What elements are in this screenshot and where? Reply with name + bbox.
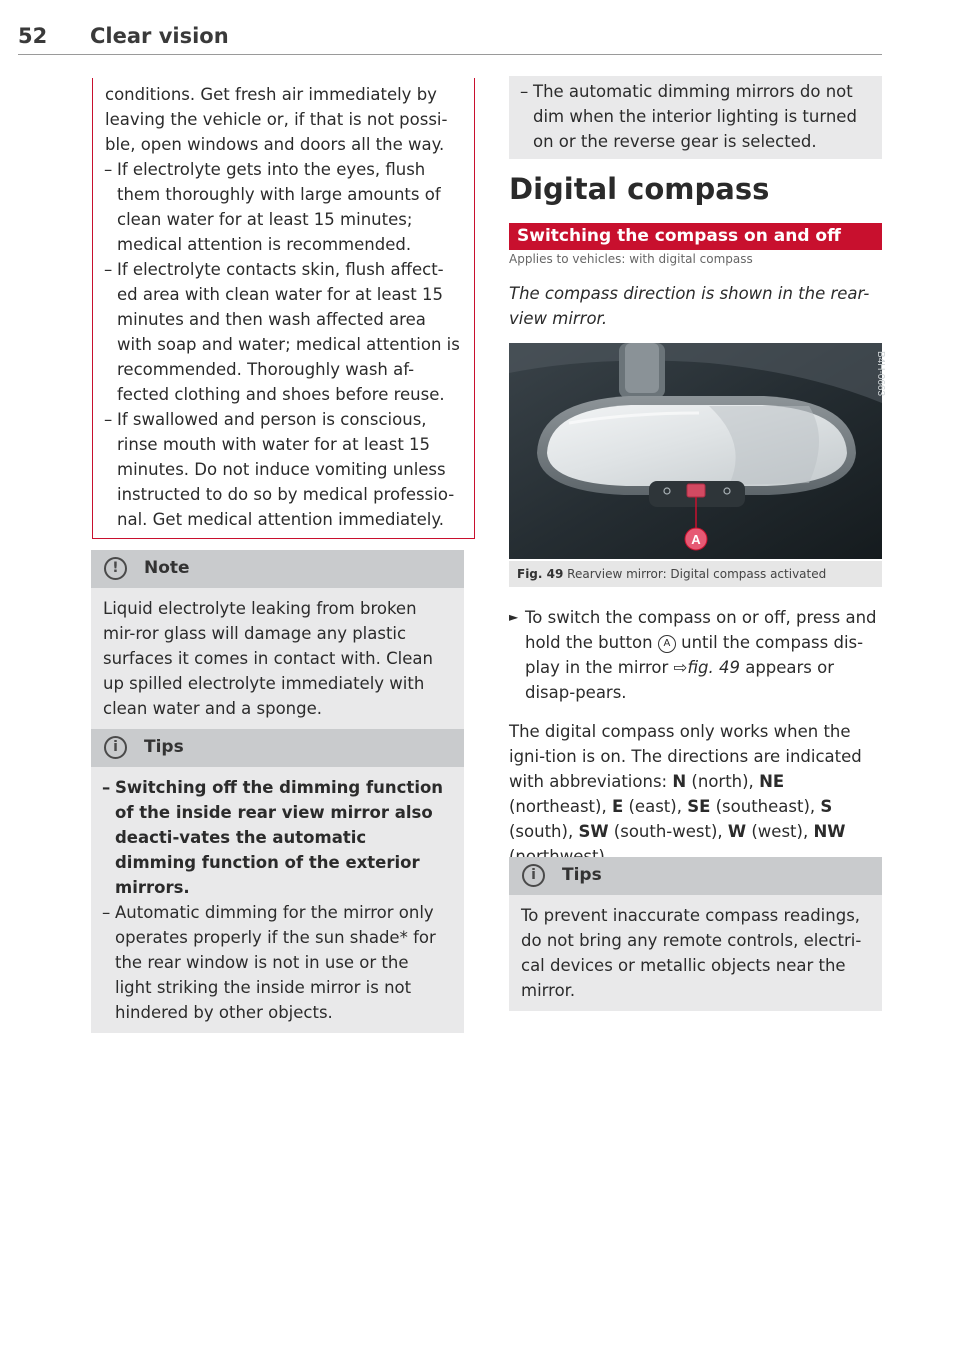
direction-abbr: NE [759, 772, 785, 791]
direction-name: (south-west), [613, 822, 723, 841]
figure-marker-a: A [691, 532, 701, 547]
figure-caption [509, 561, 882, 587]
tips-header [91, 729, 464, 767]
instruction-step [509, 605, 882, 705]
direction-name: (north), [691, 772, 754, 791]
step-part3: appears or disap-pears. [525, 658, 835, 702]
direction-abbr: NW [813, 822, 846, 841]
figure-code: B4H-0663 [875, 351, 886, 397]
tips-header [509, 857, 882, 895]
tips-text: To prevent inaccurate compass readings, do not bring any remote controls, electri-cal devices or metallic objects near the mirror. [521, 906, 862, 1000]
subsection-heading: Switching the compass on and off [509, 223, 882, 250]
exclamation-icon: ! [104, 557, 127, 580]
direction-abbr: SW [578, 822, 609, 841]
warning-text: conditions. Get fresh air immediately by leaving the vehicle or, if that is not possi-ble, open windows and doors all the way. [105, 85, 448, 154]
direction-name: (south), [509, 822, 574, 841]
warning-box [92, 78, 475, 539]
section-heading: Digital compass [509, 172, 770, 206]
direction-name: (east), [628, 797, 682, 816]
info-icon: i [104, 736, 127, 759]
page-number: 52 [18, 24, 48, 48]
direction-name: (northeast), [509, 797, 607, 816]
step-arrow-icon: ► [509, 610, 519, 624]
step-part2: until the compass dis-play in the mirror [525, 633, 864, 677]
direction-abbr: N [672, 772, 687, 791]
tips-title: Tips [144, 737, 184, 757]
figure-caption-text: Rearview mirror: Digital compass activated [567, 567, 827, 581]
continued-tips-box [509, 76, 882, 159]
warning-list-item: – If electrolyte contacts skin, flush affect-ed area with clean water for at least 15 minutes and then wash affected area with soap and water; medical attention is recommended. Thoroughly wash af-fected clothing and shoes before reuse. [105, 257, 462, 407]
direction-name: (west), [751, 822, 809, 841]
figure-label: Fig. 49 [517, 567, 564, 581]
note-text: Liquid electrolyte leaking from broken mir-ror glass will damage any plastic surfaces it comes in contact with. Clean up spilled electrolyte immediately with clean water and a sponge. [103, 599, 433, 718]
direction-name: (southeast), [715, 797, 816, 816]
step-part1: To switch the compass on or off, press and hold the button [525, 608, 877, 652]
tips-box [91, 729, 464, 1033]
tips-body [91, 767, 464, 1033]
direction-abbr: S [820, 797, 833, 816]
page-header [18, 22, 882, 55]
button-marker-a: A [658, 635, 676, 653]
direction-abbr: E [611, 797, 624, 816]
info-icon: i [522, 864, 545, 887]
tips-list-item: – Automatic dimming for the mirror only operates properly if the sun shade* for the rear window is not in use or the light striking the inside mirror is not hindered by other objects. [103, 900, 450, 1025]
intro-text: The compass direction is shown in the rear-view mirror. [509, 284, 870, 328]
section-title: Clear vision [90, 24, 229, 48]
warning-list-item: – If swallowed and person is conscious, rinse mouth with water for at least 15 minutes. Do not induce vomiting unless instructed to do so by medical professio-nal. Get medical attention immediately. [105, 407, 462, 532]
tips-body [509, 895, 882, 1011]
compass-tips-box [509, 857, 882, 1011]
note-title: Note [144, 558, 190, 578]
note-header [91, 550, 464, 588]
directions-text [509, 719, 882, 869]
tips-list-item: – The automatic dimming mirrors do not dim when the interior lighting is turned on or the reverse gear is selected. [521, 79, 868, 154]
ref-arrow-icon: ⇨ [673, 658, 688, 677]
step-text [509, 605, 882, 705]
tips-list-item: – Switching off the dimming function of the inside rear view mirror also deacti-vates the automatic dimming function of the exterior mirrors. [103, 775, 450, 900]
direction-abbr: SE [687, 797, 711, 816]
warning-list-item: – If electrolyte gets into the eyes, flush them thoroughly with large amounts of clean water for at least 15 minutes; medical attention is recommended. [105, 157, 462, 257]
note-body [91, 588, 464, 729]
rearview-mirror-figure [509, 343, 886, 559]
continued-tips-body [509, 76, 882, 159]
applies-to-text: Applies to vehicles: with digital compass [509, 252, 753, 266]
figure-reference: fig. 49 [687, 658, 740, 677]
directions-paragraph [509, 719, 882, 869]
rearview-mirror-illustration [509, 343, 886, 559]
tips-title: Tips [562, 865, 602, 885]
direction-abbr: W [727, 822, 747, 841]
note-box [91, 550, 464, 729]
directions-intro: The digital compass only works when the igni-tion is on. The directions are indicated with abbreviations: [509, 722, 862, 791]
